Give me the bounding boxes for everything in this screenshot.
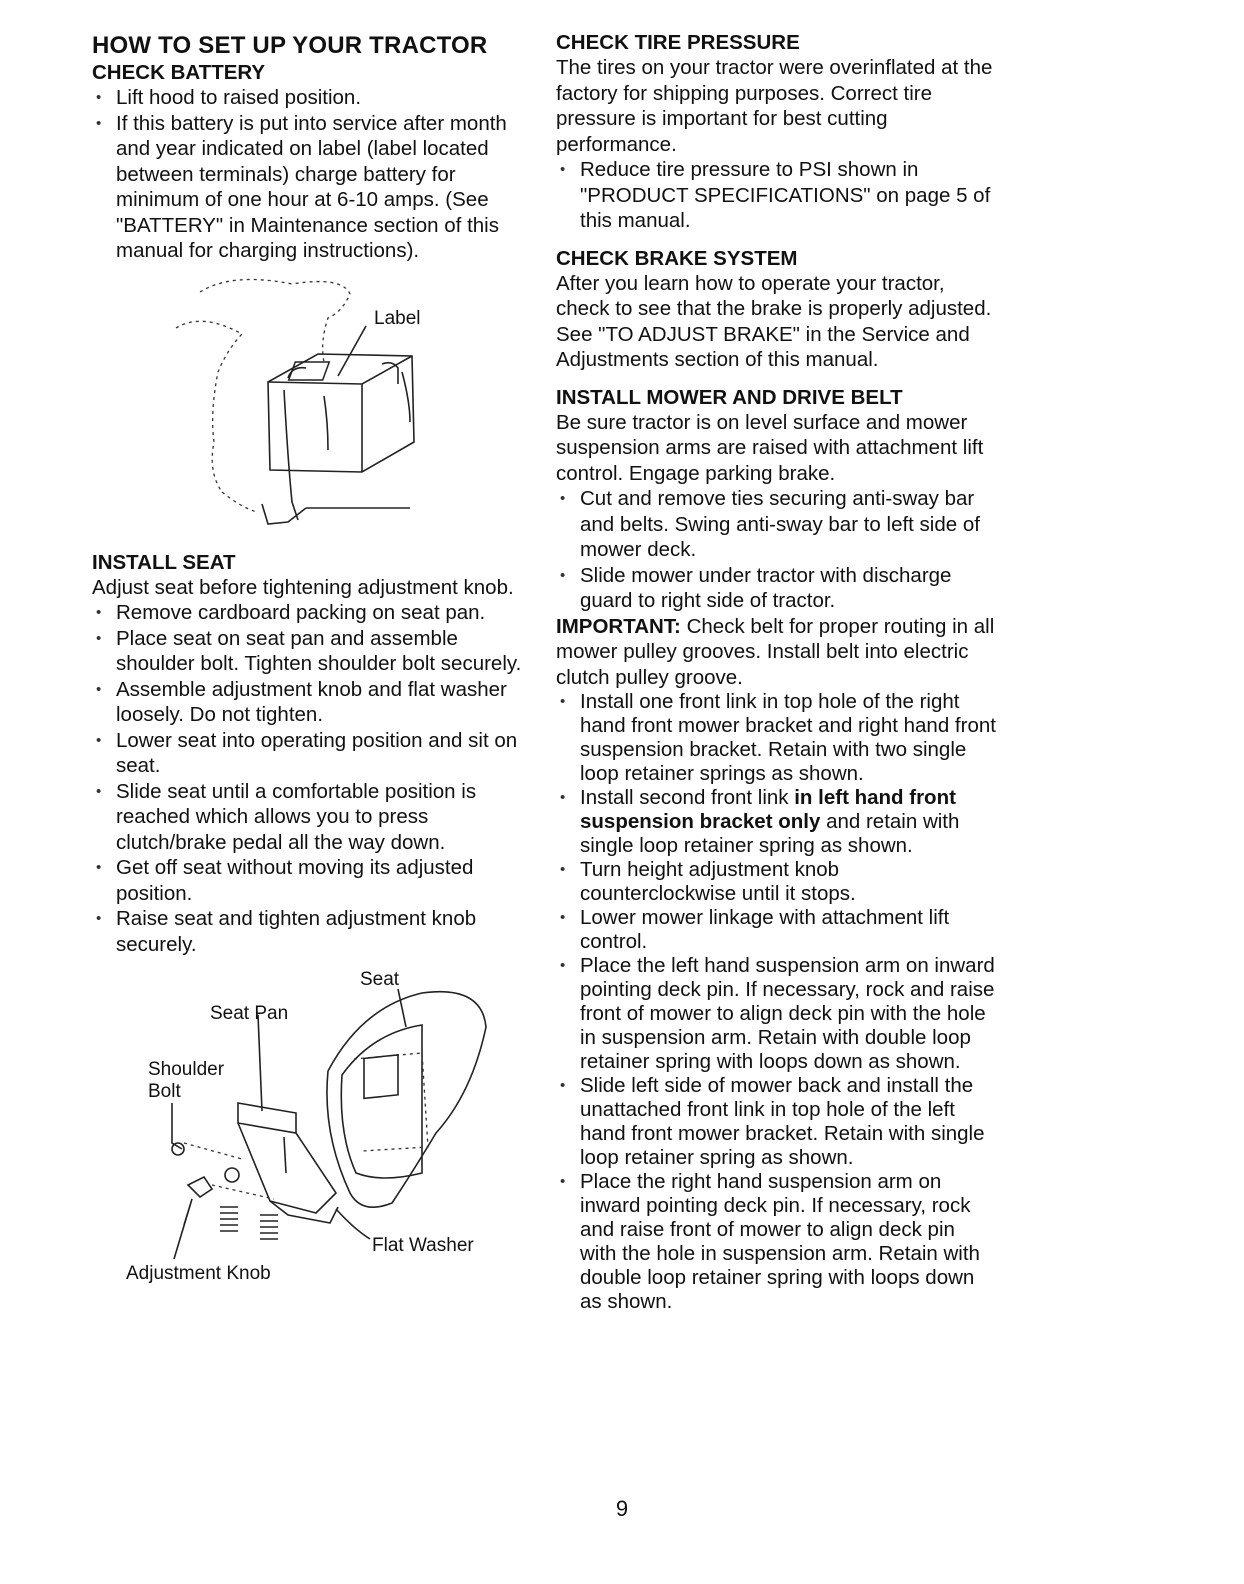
install-mower-list-a: [556, 486, 996, 614]
check-tire-pressure-intro: The tires on your tractor were overinflated at the factory for shipping purposes. Correct tire pressure is important for best cutting performance.: [556, 56, 993, 156]
page-number: 9: [615, 1496, 629, 1521]
install-seat-heading: INSTALL SEAT: [92, 550, 236, 574]
list-item: • Lower mower linkage with attachment lift control.: [556, 906, 996, 954]
shoulder-callout: Shoulder: [148, 1059, 225, 1080]
flat-washer-callout: Flat Washer: [372, 1235, 474, 1256]
important-note: [556, 614, 996, 691]
install-mower-heading: INSTALL MOWER AND DRIVE BELT: [556, 385, 903, 409]
list-item: • Install one front link in top hole of the right hand front mower bracket and right hand front suspension bracket. Retain with two single loop retainer springs as shown.: [556, 690, 996, 786]
list-item: • Reduce tire pressure to PSI shown in "PRODUCT SPECIFICATIONS" on page 5 of this manual.: [556, 157, 996, 234]
link-2-text-b: and retain with single loop retainer spring as shown.: [580, 810, 960, 857]
important-text: Check belt for proper routing in all mower pulley grooves. Install belt into electric clutch pulley groove.: [556, 614, 995, 689]
important-label: IMPORTANT:: [556, 614, 681, 638]
check-brake-system-intro: After you learn how to operate your tractor, check to see that the brake is properly adjusted. See "TO ADJUST BRAKE" in the Service and Adjustments section of this manual.: [556, 271, 992, 371]
list-item: [556, 786, 996, 858]
seat-illustration: [92, 963, 542, 1293]
list-item: • Place the right hand suspension arm on inward pointing deck pin. If necessary, rock and raise front of mower to align deck pin with the hole in suspension arm. Retain with double loop retainer spring with loops down as shown.: [556, 1170, 996, 1314]
list-item: • Slide seat until a comfortable position is reached which allows you to press clutch/brake pedal all the way down.: [92, 779, 542, 856]
left-column: [92, 30, 542, 1293]
list-item: • Remove cardboard packing on seat pan.: [92, 600, 542, 626]
list-item: • Place the left hand suspension arm on inward pointing deck pin. If necessary, rock and raise front of mower to align deck pin with the hole in suspension arm. Retain with double loop retainer spring with loops down as shown.: [556, 954, 996, 1074]
seat-pan-callout: Seat Pan: [210, 1003, 289, 1024]
bolt-callout: Bolt: [148, 1081, 181, 1102]
install-mower-list-b: [556, 690, 996, 1314]
check-brake-system-heading: CHECK BRAKE SYSTEM: [556, 246, 798, 270]
check-tire-pressure-list: [556, 157, 996, 234]
list-item: • Lower seat into operating position and sit on seat.: [92, 728, 542, 779]
list-item: • If this battery is put into service after month and year indicated on label (label located between terminals) charge battery for minimum of one hour at 6-10 amps. (See "BATTERY" in Maintenance section of this manual for charging instructions).: [92, 111, 542, 264]
check-battery-list: [92, 85, 542, 264]
link-2-text-a: Install second front link: [580, 786, 795, 809]
adjustment-knob-callout: Adjustment Knob: [126, 1263, 271, 1284]
list-item: • Assemble adjustment knob and flat washer loosely. Do not tighten.: [92, 677, 542, 728]
list-item: • Slide mower under tractor with discharge guard to right side of tractor.: [556, 563, 996, 614]
install-seat-intro: Adjust seat before tightening adjustment knob.: [92, 575, 514, 599]
link-2-text-bold: in left hand front suspension bracket only: [580, 786, 956, 833]
check-battery-heading: CHECK BATTERY: [92, 61, 266, 84]
list-item: • Slide left side of mower back and install the unattached front link in top hole of the left hand front mower bracket. Retain with single loop retainer spring as shown.: [556, 1074, 996, 1170]
install-mower-intro: Be sure tractor is on level surface and mower suspension arms are raised with attachment lift control. Engage parking brake.: [556, 410, 984, 485]
list-item: • Raise seat and tighten adjustment knob securely.: [92, 906, 542, 957]
list-item: • Get off seat without moving its adjusted position.: [92, 855, 542, 906]
battery-figure: [92, 272, 542, 544]
list-item: • Place seat on seat pan and assemble shoulder bolt. Tighten shoulder bolt securely.: [92, 626, 542, 677]
list-item: • Turn height adjustment knob counterclockwise until it stops.: [556, 858, 996, 906]
right-column: [556, 30, 996, 1314]
install-seat-list: [92, 600, 542, 957]
seat-figure: [92, 963, 542, 1293]
list-item: • Lift hood to raised position.: [92, 85, 542, 111]
page-title: HOW TO SET UP YOUR TRACTOR: [92, 32, 488, 59]
battery-illustration: [92, 272, 542, 544]
list-item: • Cut and remove ties securing anti-sway bar and belts. Swing anti-sway bar to left side of mower deck.: [556, 486, 996, 563]
battery-label-callout: Label: [374, 307, 421, 329]
check-tire-pressure-heading: CHECK TIRE PRESSURE: [556, 31, 800, 54]
seat-callout: Seat: [360, 969, 400, 990]
